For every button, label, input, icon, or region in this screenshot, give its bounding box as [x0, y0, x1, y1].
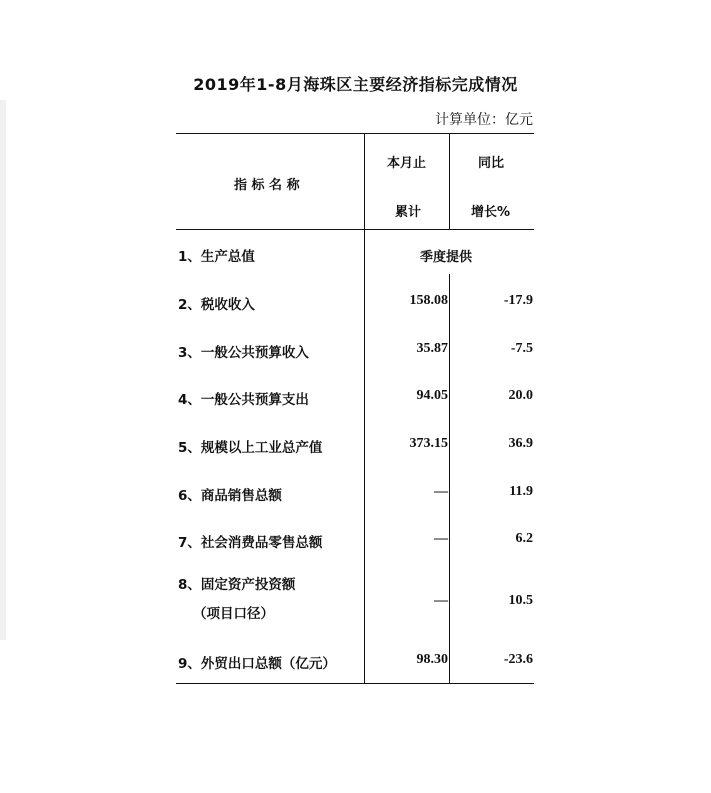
header-divider-1 — [364, 134, 365, 229]
page-edge-shadow — [0, 100, 6, 640]
row-4-name: 4、一般公共预算支出 — [178, 392, 309, 408]
header-cumulative: 本月止 — [387, 156, 427, 171]
row-7-name: 7、社会消费品零售总额 — [178, 535, 323, 551]
row-4-growth: 20.0 — [508, 388, 533, 403]
row-7-growth: 6.2 — [515, 531, 533, 546]
row-3-name: 3、一般公共预算收入 — [178, 345, 309, 361]
header-yoy: 同比 — [478, 156, 505, 171]
header-bottom-rule — [176, 229, 534, 230]
row-5-value: 373.15 — [409, 436, 448, 451]
row-3-value: 35.87 — [416, 341, 448, 356]
row-6-value: — — [434, 484, 448, 499]
table-top-rule — [176, 133, 534, 134]
row-8-value: — — [434, 593, 448, 608]
unit-label: 计算单位：亿元 — [435, 112, 533, 128]
page-title: 2019年1-8月海珠区主要经济指标完成情况 — [193, 75, 518, 94]
row-3-growth: -7.5 — [510, 341, 533, 356]
row-2-growth: -17.9 — [503, 293, 533, 308]
row-6-growth: 11.9 — [509, 484, 533, 499]
row-8-name-note: （项目口径） — [193, 606, 274, 622]
row-2-name: 2、税收收入 — [178, 297, 255, 313]
row-1-merged-note: 季度提供 — [420, 250, 473, 265]
row-2-value: 158.08 — [409, 293, 448, 308]
header-indicator-name: 指 标 名 称 — [234, 178, 300, 193]
row-9-value: 98.30 — [416, 652, 448, 667]
row-8-growth: 10.5 — [508, 593, 533, 608]
header-cumulative-2: 累计 — [395, 205, 422, 220]
table-bottom-rule — [176, 683, 534, 684]
header-yoy-2: 增长% — [471, 205, 511, 220]
row-8-name: 8、固定资产投资额 — [178, 577, 296, 593]
row-9-name: 9、外贸出口总额（亿元） — [178, 656, 336, 672]
row-9-growth: -23.6 — [503, 652, 533, 667]
row-7-value: — — [434, 531, 448, 546]
body-divider-1 — [364, 229, 365, 683]
header-divider-2 — [449, 134, 450, 229]
row-5-growth: 36.9 — [508, 436, 533, 451]
body-divider-2 — [449, 274, 450, 683]
row-5-name: 5、规模以上工业总产值 — [178, 440, 323, 456]
row-6-name: 6、商品销售总额 — [178, 488, 282, 504]
row-1-name: 1、生产总值 — [178, 249, 255, 265]
row-4-value: 94.05 — [416, 388, 448, 403]
